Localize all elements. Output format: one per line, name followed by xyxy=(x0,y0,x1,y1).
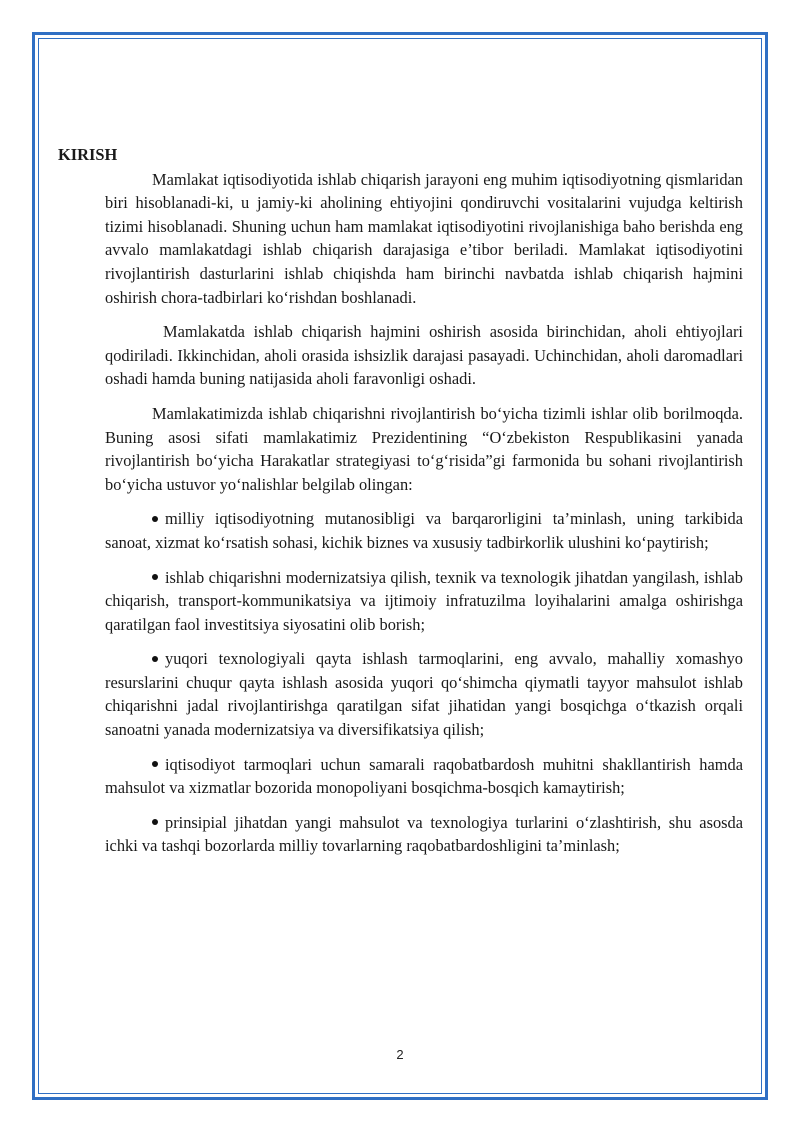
paragraph-1: Mamlakat iqtisodiyotida ishlab chiqarish jarayoni eng muhim iqtisodiyotning qismlaridan biri hisoblanadi-ki, u jamiy-ki aholining ehtiyojini qondiruvchi vositalarini vujudga keltirish tizimi hisoblanadi. Shuning uchun ham mamlakat iqtisodiyotini rivojlanishiga baho berishda eng avvalo mamlakatdagi ishlab chiqarish darajasiga e’tibor beriladi. Mamlakat iqtisodiyotini rivojlantirish dasturlarini ishlab chiqishda ham birinchi navbatda ishlab chiqarish hajmini oshirish chora-tadbirlari ko‘rishdan boshlanadi. xyxy=(105,169,743,307)
bullet-icon xyxy=(152,761,158,767)
bullet-icon xyxy=(152,656,158,662)
bullet-text: prinsipial jihatdan yangi mahsulot va texnologiya turlarini o‘zlashtirish, shu asosda ichki va tashqi bozorlarda milliy tovarlarning raqobatbardoshligini ta’minlash; xyxy=(105,812,743,856)
bullet-item-2 xyxy=(105,566,743,637)
document-body xyxy=(58,143,743,869)
bullet-icon xyxy=(152,574,158,580)
bullet-icon xyxy=(152,516,158,522)
bullet-text: ishlab chiqarishni modernizatsiya qilish, texnik va texnologik jihatdan yangilash, ishlab chiqarish, transport-kommunikatsiya va ijtimoiy infratuzilma loyihalarini amalga oshirishga qaratilgan faol investitsiya siyosatini olib borish; xyxy=(105,567,743,634)
bullet-text: milliy iqtisodiyotning mutanosibligi va barqarorligini ta’minlash, uning tarkibida sanoat, xizmat ko‘rsatish sohasi, kichik biznes va xususiy tadbirkorlik ulushini ko‘paytirish; xyxy=(105,509,743,552)
paragraph-3: Mamlakatimizda ishlab chiqarishni rivojlantirish bo‘yicha tizimli ishlar olib borilmoqda. Buning asosi sifati mamlakatimiz Prezidentining “O‘zbekiston Respublikasini yanada rivojlantirish bo‘yicha Harakatlar strategiyasi to‘g‘risida”gi farmonida bu sohani rivojlantirish bo‘yicha ustuvor yo‘nalishlar belgilab olingan: xyxy=(105,403,743,494)
bullet-icon xyxy=(152,819,158,825)
bullet-item-5 xyxy=(105,811,743,858)
bullet-item-1 xyxy=(105,507,743,554)
page-number: 2 xyxy=(396,1047,404,1062)
section-heading: KIRISH xyxy=(58,145,118,164)
bullet-text: yuqori texnologiyali qayta ishlash tarmoqlarini, eng avvalo, mahalliy xomashyo resurslarini chuqur qayta ishlash asosida yuqori qo‘shimcha qiymatli tayyor mahsulot ishlab chiqarishni jadal rivojlantirishga qaratilgan sifat jihatidan yangi bosqichga o‘tkazish orqali sanoatni yanada modernizatsiya va diversifikatsiya qilish; xyxy=(105,649,743,740)
bullet-text: iqtisodiyot tarmoqlari uchun samarali raqobatbardosh muhitni shakllantirish hamda mahsulot va xizmatlar bozorida monopoliyani bosqichma-bosqich kamaytirish; xyxy=(105,754,743,798)
bullet-item-4 xyxy=(105,753,743,800)
paragraph-2: Mamlakatda ishlab chiqarish hajmini oshirish asosida birinchidan, aholi ehtiyojlari qodiriladi. Ikkinchidan, aholi orasida ishsizlik darajasi pasayadi. Uchinchidan, aholi daromadlari oshadi hamda buning natijasida aholi faravonligi oshadi. xyxy=(105,322,743,389)
bullet-item-3 xyxy=(105,647,743,741)
